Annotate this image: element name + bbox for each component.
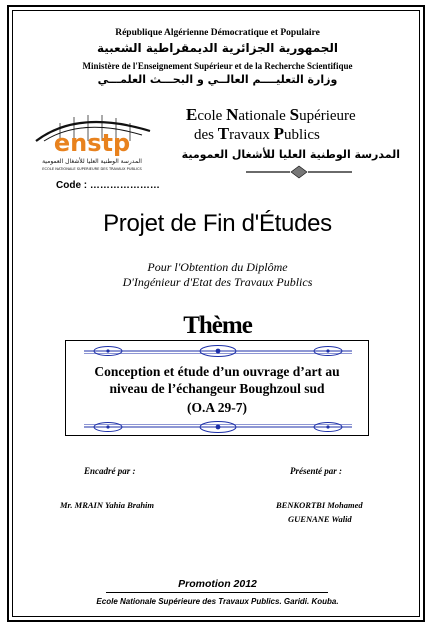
- ministry-ar: وزارة التعليــــم العالــي و البحـــث العلمـــي: [97, 73, 338, 86]
- logo-caption-fr: ECOLE NATIONALE SUPERIEURE DES TRAVAUX PUBLICS: [42, 167, 142, 171]
- promotion-underline: [106, 592, 328, 593]
- school-name: [168, 106, 398, 163]
- students-label: Présenté par :: [290, 466, 342, 476]
- student-name-2: GUENANE Walid: [288, 514, 352, 524]
- footer-address: Ecole Nationale Supérieure des Travaux Publics. Garidi. Kouba.: [96, 597, 339, 606]
- republic-fr: République Algérienne Démocratique et Populaire: [115, 28, 320, 38]
- enstp-logo-graphic: [26, 107, 160, 175]
- code-field: Code : …………………: [56, 180, 160, 191]
- school-name-line1: Ecole Nationale Supérieure: [186, 105, 356, 124]
- promotion: Promotion 2012: [178, 578, 257, 590]
- theme-line2: niveau de l’échangeur Boughzoul sud: [109, 381, 325, 396]
- document-title: Projet de Fin d'Études: [103, 210, 332, 237]
- logo-brand-text: enstp: [53, 129, 131, 157]
- school-name-line2: des Travaux Publics: [194, 124, 320, 143]
- supervisor-name: Mr. MRAIN Yahia Brahim: [60, 500, 155, 510]
- supervisor-label: Encadré par :: [84, 466, 136, 476]
- ornament-bottom: [80, 420, 356, 434]
- diploma-line1: Pour l'Obtention du Diplôme: [147, 260, 288, 274]
- divider-ornament: [244, 165, 354, 179]
- republic-ar: الجمهورية الجزائرية الديمقراطية الشعبية: [96, 41, 339, 55]
- school-name-ar: المدرسة الوطنية العليا للأشغال العمومية: [181, 148, 400, 161]
- diploma-line2: D'Ingénieur d'Etat des Travaux Publics: [122, 275, 313, 289]
- ministry-fr: Ministère de l'Enseignement Supérieur et de la Recherche Scientifique: [82, 61, 353, 71]
- student-name-1: BENKORTBI Mohamed: [276, 500, 363, 510]
- theme-heading: Thème: [183, 312, 252, 339]
- theme-line1: Conception et étude d’un ouvrage d’art au: [94, 364, 340, 379]
- enstp-logo: [26, 107, 160, 175]
- ornament-top: [80, 344, 356, 358]
- theme-line3: (O.A 29-7): [187, 400, 247, 415]
- logo-caption-ar: المدرسة الوطنية العليا للأشغال العمومية: [42, 158, 142, 165]
